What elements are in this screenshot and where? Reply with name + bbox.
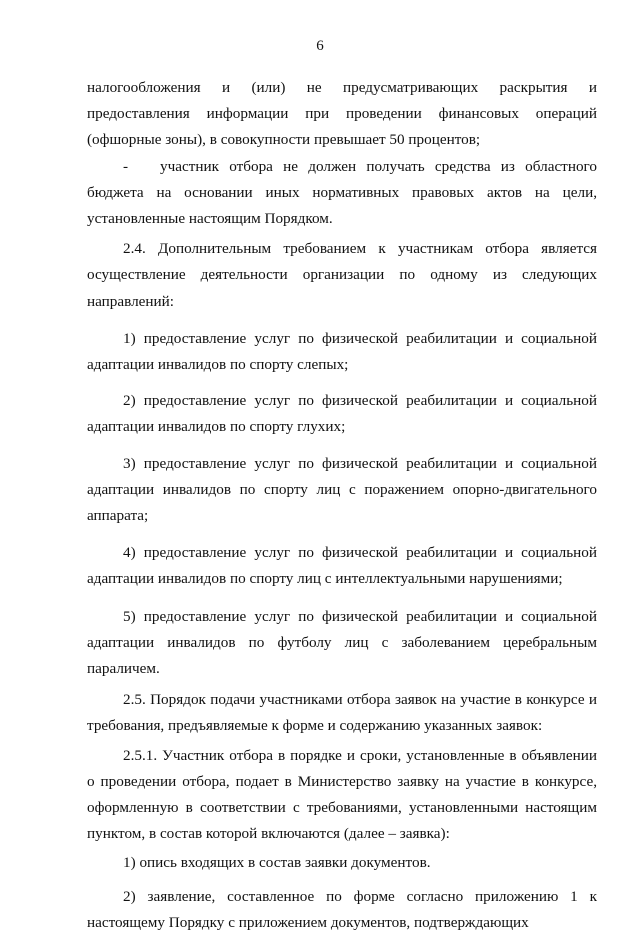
page-number: 6 <box>316 38 324 54</box>
list-item-5: 5) предоставление услуг по физической реабилитации и социальной адаптации инвалидов по футболу лиц с заболеванием церебральным параличем. <box>87 607 597 678</box>
paragraph-2-4: 2.4. Дополнительным требованием к участникам отбора является осуществление деятельности организации по одному из следующих направлений: <box>87 240 597 310</box>
document-body <box>87 75 597 936</box>
paragraph-offshore-continuation: налогообложения и (или) не предусматривающих раскрытия и предоставления информации при проведении финансовых операций (офшорные зоны), в совокупности превышает 50 процентов; <box>87 79 597 149</box>
paragraph-bullet-regional-budget <box>87 154 597 233</box>
list-item-3: 3) предоставление услуг по физической реабилитации и социальной адаптации инвалидов по спорту лиц с поражением опорно-двигательного аппарата; <box>87 454 597 525</box>
sub-item-2: 2) заявление, составленное по форме согласно приложению 1 к настоящему Порядку с приложением документов, подтверждающих <box>87 887 597 931</box>
list-item-1: 1) предоставление услуг по физической реабилитации и социальной адаптации инвалидов по спорту слепых; <box>87 329 597 374</box>
sub-item-1: 1) опись входящих в состав заявки документов. <box>123 854 431 872</box>
paragraph-2-5: 2.5. Порядок подачи участниками отбора заявок на участие в конкурсе и требования, предъявляемые к форме и содержанию указанных заявок: <box>87 691 597 735</box>
bullet-text: участник отбора не должен получать средства из областного бюджета на основании иных нормативных правовых актов на цели, установленные настоящим Порядком. <box>87 157 597 228</box>
paragraph-2-5-1: 2.5.1. Участник отбора в порядке и сроки, установленные в объявлении о проведении отбора, подает в Министерство заявку на участие в конкурсе, оформленную в соответствии с требованиями, установленными настоящим пунктом, в состав которой включаются (далее – заявка): <box>87 746 597 843</box>
list-item-2: 2) предоставление услуг по физической реабилитации и социальной адаптации инвалидов по спорту глухих; <box>87 392 597 436</box>
bullet-dash: - <box>123 157 129 175</box>
list-item-4: 4) предоставление услуг по физической реабилитации и социальной адаптации инвалидов по спорту лиц с интеллектуальными нарушениями; <box>87 544 597 588</box>
